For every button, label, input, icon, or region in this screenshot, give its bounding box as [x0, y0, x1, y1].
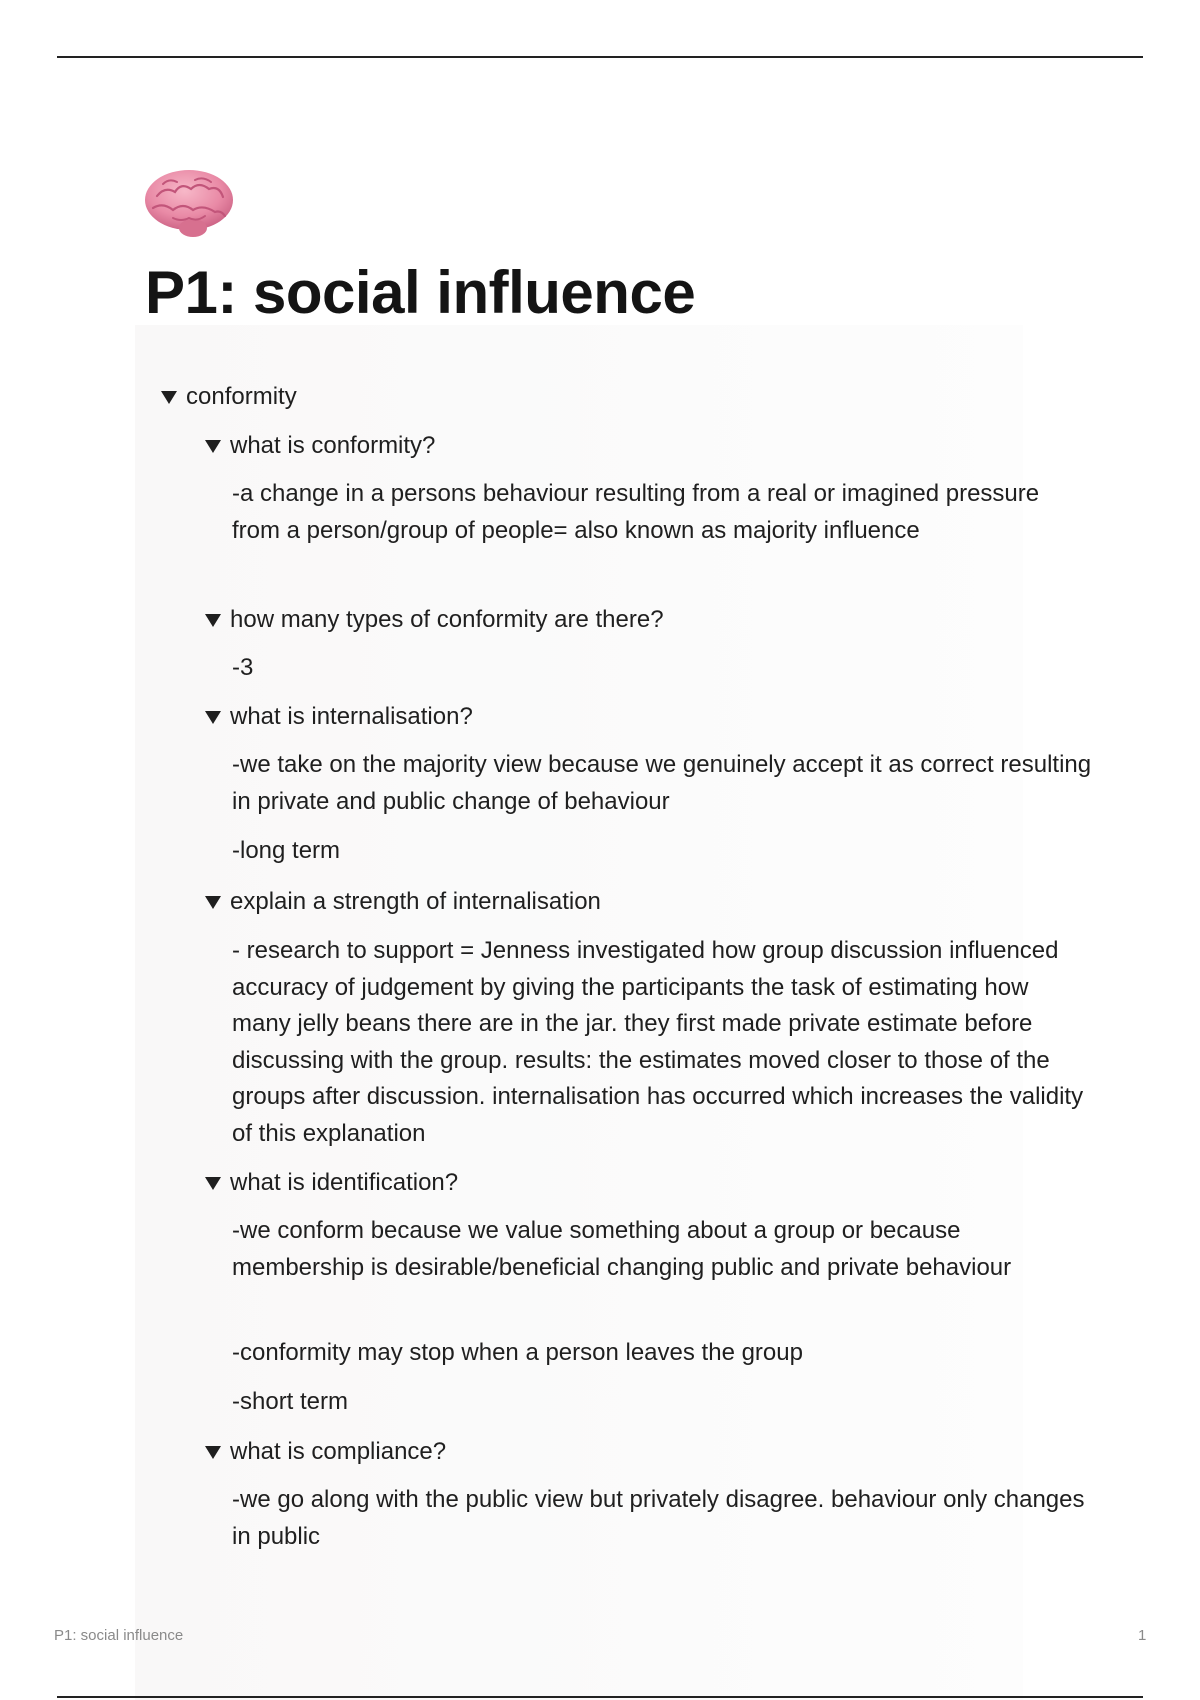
triangle-down-icon[interactable]	[205, 710, 221, 724]
toggle-label: what is internalisation?	[230, 703, 473, 730]
toggle-types-of-conformity[interactable]	[205, 604, 664, 636]
toggle-label: what is identification?	[230, 1169, 459, 1196]
brain-icon	[143, 166, 235, 242]
toggle-label: explain a strength of internalisation	[230, 888, 601, 915]
toggle-label: conformity	[186, 383, 297, 410]
answer-paragraph: -we take on the majority view because we genuinely accept it as correct resulting in private and public change of behaviour	[232, 751, 1092, 815]
answer-paragraph: -long term	[232, 837, 341, 864]
toggle-what-is-identification[interactable]	[205, 1167, 458, 1199]
toggle-what-is-internalisation[interactable]	[205, 701, 473, 733]
triangle-down-icon[interactable]	[205, 613, 221, 627]
triangle-down-icon[interactable]	[205, 895, 221, 909]
answer-paragraph: - research to support = Jenness investigated how group discussion influenced accuracy of judgement by giving the participants the task of estimating how many jelly beans there are in the jar. they first made private estimate before discussing with the group. results: the estimates moved closer to those of the groups after discussion. internalisation has occurred which increases the validity of this explanation	[232, 937, 1084, 1147]
toggle-label: what is conformity?	[230, 432, 436, 459]
toggle-strength-of-internalisation[interactable]	[205, 886, 601, 918]
page-title: P1: social influence	[145, 259, 696, 326]
answer-paragraph: -short term	[232, 1388, 349, 1415]
triangle-down-icon[interactable]	[161, 390, 177, 404]
toggle-label: how many types of conformity are there?	[230, 606, 664, 633]
footer-title: P1: social influence	[54, 1627, 184, 1644]
bottom-rule	[57, 1696, 1143, 1698]
answer-paragraph: -3	[232, 654, 254, 681]
triangle-down-icon[interactable]	[205, 439, 221, 453]
toggle-what-is-compliance[interactable]	[205, 1436, 446, 1468]
answer-paragraph: -we go along with the public view but privately disagree. behaviour only changes in public	[232, 1486, 1085, 1550]
toggle-label: what is compliance?	[230, 1438, 447, 1465]
toggle-what-is-conformity[interactable]	[205, 430, 435, 462]
toggle-conformity[interactable]	[161, 381, 297, 413]
triangle-down-icon[interactable]	[205, 1176, 221, 1190]
footer-page-number: 1	[1138, 1627, 1147, 1644]
top-rule	[57, 56, 1143, 58]
answer-paragraph: -a change in a persons behaviour resulting from a real or imagined pressure from a person/group of people= also known as majority influence	[232, 480, 1040, 544]
answer-paragraph: -conformity may stop when a person leaves the group	[232, 1339, 803, 1366]
answer-paragraph: -we conform because we value something about a group or because membership is desirable/beneficial changing public and private behaviour	[232, 1217, 1012, 1281]
triangle-down-icon[interactable]	[205, 1445, 221, 1459]
